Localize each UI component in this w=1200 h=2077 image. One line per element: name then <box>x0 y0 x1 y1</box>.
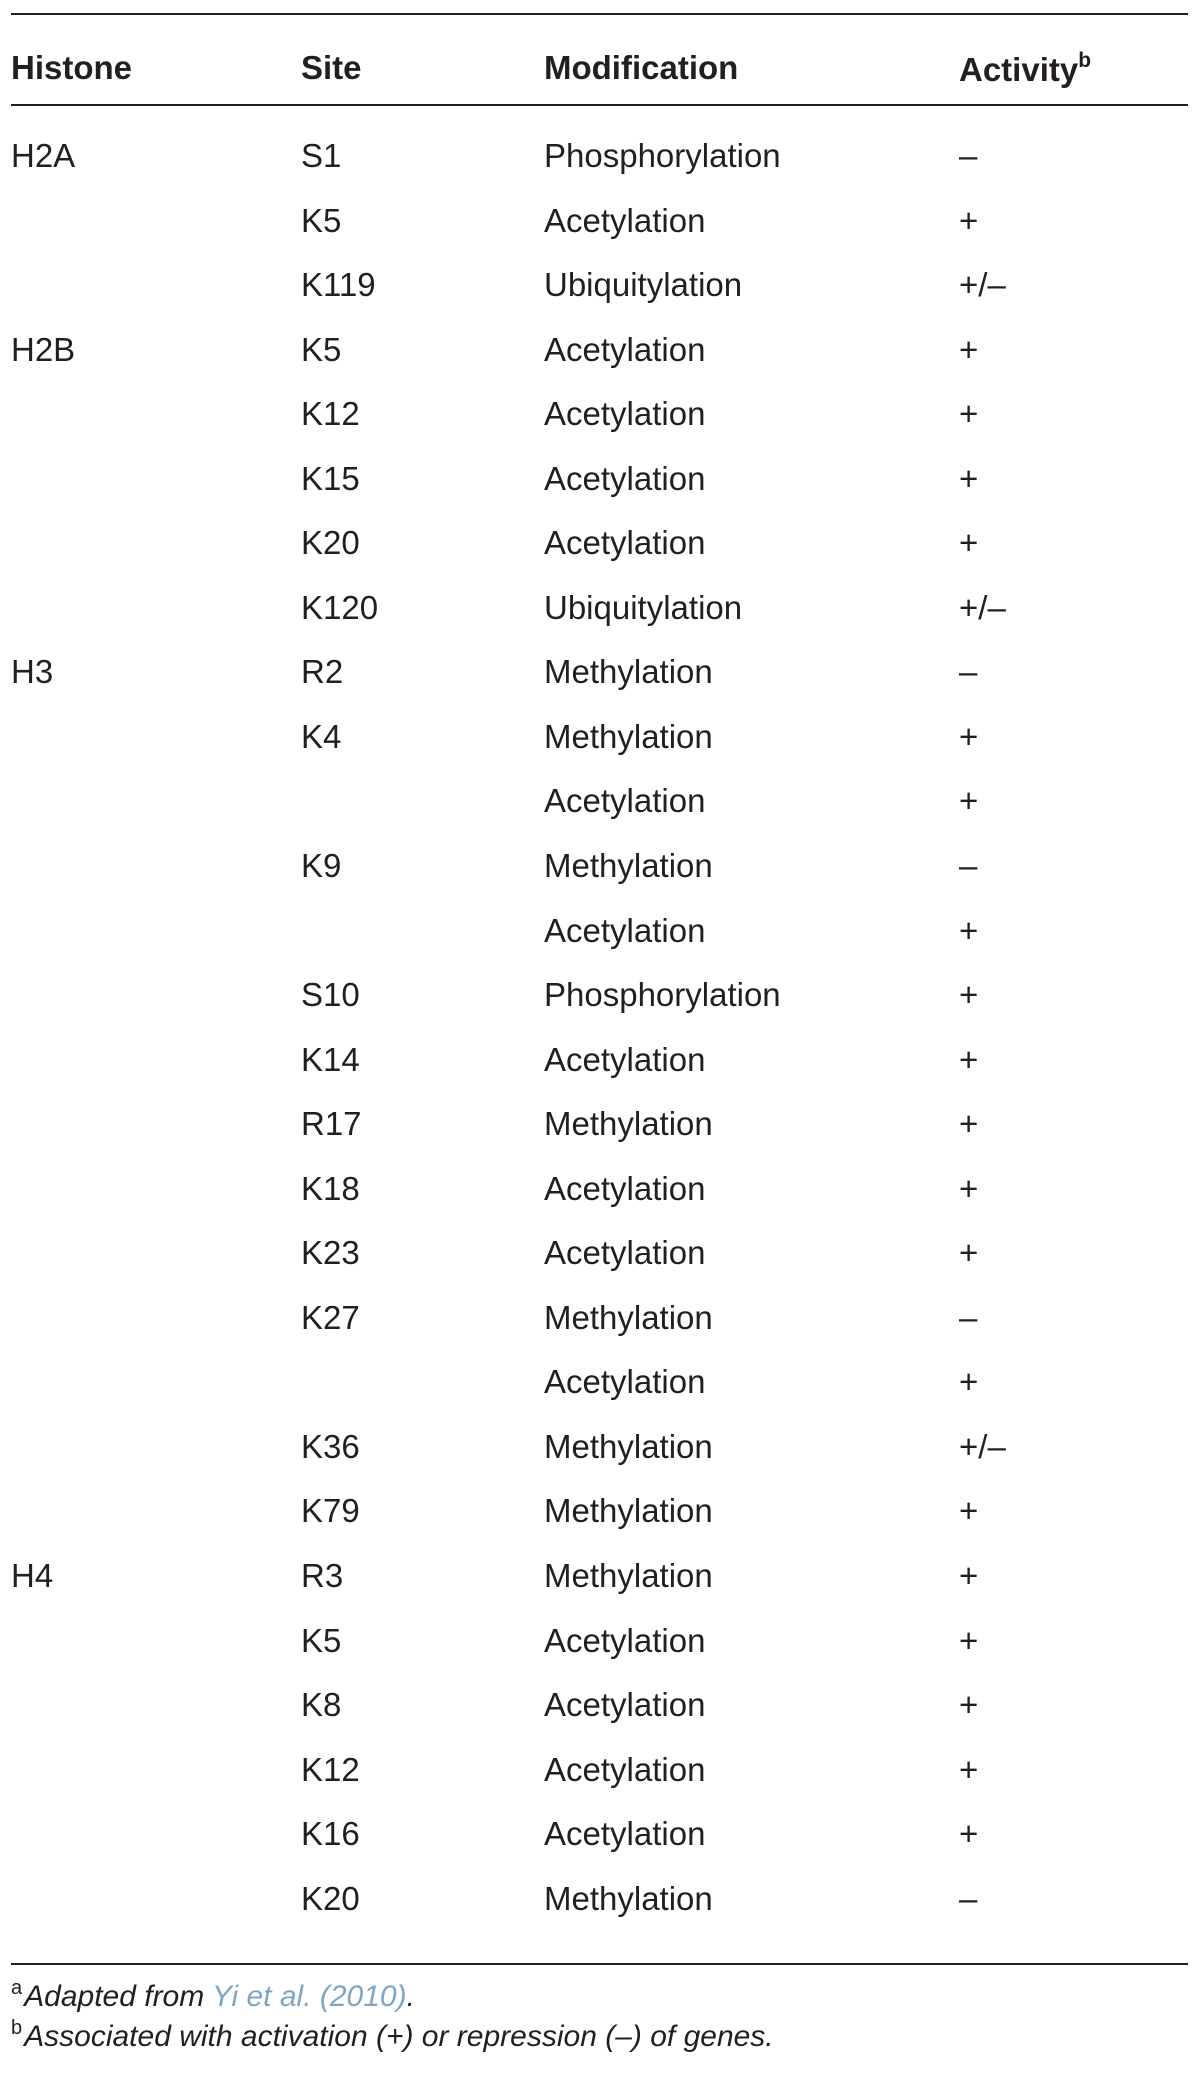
cell-site: K120 <box>301 588 379 626</box>
cell-site: K20 <box>301 1879 360 1917</box>
table-row <box>11 901 1188 966</box>
cell-activity: + <box>959 1686 979 1724</box>
cell-site: R17 <box>301 1105 362 1143</box>
cell-activity: – <box>959 653 978 691</box>
cell-site: R3 <box>301 1557 344 1595</box>
cell-site: K23 <box>301 1234 360 1272</box>
cell-modification: Methylation <box>544 1492 713 1530</box>
header-activity-label: Activity <box>959 51 1079 88</box>
cell-site: K8 <box>301 1686 342 1724</box>
cell-modification: Ubiquitylation <box>544 266 743 304</box>
cell-site: S10 <box>301 976 360 1014</box>
footnote-b <box>11 2017 774 2054</box>
cell-activity: + <box>959 1621 979 1659</box>
table-row <box>11 191 1188 256</box>
table-row <box>11 1417 1188 1482</box>
table-row <box>11 578 1188 643</box>
footnote-b-text: Associated with activation (+) or repression (–) of genes. <box>24 2020 774 2053</box>
cell-histone: H2B <box>11 330 76 368</box>
cell-modification: Acetylation <box>544 1750 706 1788</box>
cell-activity: +/– <box>959 588 1006 626</box>
table-row <box>11 384 1188 449</box>
cell-modification: Acetylation <box>544 330 706 368</box>
cell-site: K27 <box>301 1298 360 1336</box>
cell-site: K16 <box>301 1815 360 1853</box>
cell-activity: + <box>959 459 979 497</box>
cell-modification: Methylation <box>544 653 713 691</box>
cell-activity: + <box>959 330 979 368</box>
cell-site: K5 <box>301 330 342 368</box>
cell-site: K4 <box>301 717 342 755</box>
cell-site: K36 <box>301 1427 360 1465</box>
cell-site: K14 <box>301 1040 360 1078</box>
cell-site: K5 <box>301 201 342 239</box>
cell-site: K15 <box>301 459 360 497</box>
footnote-a-mark: a <box>11 1977 23 1999</box>
cell-modification: Phosphorylation <box>544 976 781 1014</box>
table-row <box>11 1481 1188 1546</box>
cell-modification: Acetylation <box>544 782 706 820</box>
header-activity-footnote-mark: b <box>1078 49 1092 72</box>
table-body <box>11 106 1188 1963</box>
cell-modification: Acetylation <box>544 524 706 562</box>
table-row <box>11 513 1188 578</box>
cell-histone: H2A <box>11 137 76 174</box>
cell-site: K9 <box>301 847 342 885</box>
cell-activity: + <box>959 782 979 820</box>
table-row <box>11 1740 1188 1805</box>
table-row <box>11 1546 1188 1611</box>
header-modification: Modification <box>544 49 739 86</box>
cell-modification: Methylation <box>544 1105 713 1143</box>
cell-activity: + <box>959 1815 979 1853</box>
cell-modification: Acetylation <box>544 1169 706 1207</box>
cell-activity: + <box>959 201 979 239</box>
bottom-rule <box>11 1963 1188 1965</box>
cell-activity: + <box>959 1234 979 1272</box>
cell-site: K12 <box>301 1750 360 1788</box>
cell-modification: Acetylation <box>544 911 706 949</box>
table-row <box>11 1869 1188 1934</box>
cell-modification: Acetylation <box>544 1234 706 1272</box>
cell-modification: Acetylation <box>544 1040 706 1078</box>
table-row <box>11 449 1188 514</box>
cell-activity: + <box>959 1040 979 1078</box>
cell-histone: H3 <box>11 653 54 691</box>
reference-link[interactable]: Yi et al. (2010) <box>212 1980 407 2013</box>
footnote-a-text: Adapted from <box>24 1980 213 2013</box>
cell-modification: Ubiquitylation <box>544 588 743 626</box>
cell-activity: + <box>959 1750 979 1788</box>
cell-modification: Acetylation <box>544 201 706 239</box>
table-row <box>11 771 1188 836</box>
cell-site: K18 <box>301 1169 360 1207</box>
table-row <box>11 126 1188 191</box>
cell-modification: Methylation <box>544 847 713 885</box>
cell-activity: + <box>959 717 979 755</box>
cell-activity: – <box>959 137 978 174</box>
cell-site: K119 <box>301 266 376 304</box>
table-row <box>11 1288 1188 1353</box>
cell-histone: H4 <box>11 1557 54 1595</box>
cell-site: S1 <box>301 137 342 174</box>
table-row <box>11 1159 1188 1224</box>
cell-activity: +/– <box>959 266 1006 304</box>
cell-activity: + <box>959 395 979 433</box>
cell-modification: Acetylation <box>544 1363 706 1401</box>
cell-modification: Phosphorylation <box>544 137 781 174</box>
cell-modification: Methylation <box>544 1427 713 1465</box>
cell-activity: + <box>959 1169 979 1207</box>
footnote-a-end: . <box>406 1980 415 2013</box>
table-row <box>11 1804 1188 1869</box>
table-row <box>11 1030 1188 1095</box>
cell-modification: Acetylation <box>544 1686 706 1724</box>
cell-site: K79 <box>301 1492 360 1530</box>
cell-activity: + <box>959 976 979 1014</box>
cell-activity: + <box>959 1557 979 1595</box>
cell-modification: Methylation <box>544 717 713 755</box>
cell-modification: Methylation <box>544 1298 713 1336</box>
table-row <box>11 1611 1188 1676</box>
cell-site: R2 <box>301 653 344 691</box>
table-row <box>11 965 1188 1030</box>
cell-modification: Acetylation <box>544 395 706 433</box>
table-row <box>11 1094 1188 1159</box>
cell-activity: +/– <box>959 1427 1006 1465</box>
table-row <box>11 255 1188 320</box>
footnote-a <box>11 1977 415 2014</box>
table-row <box>11 320 1188 385</box>
cell-activity: + <box>959 1492 979 1530</box>
cell-site: K20 <box>301 524 360 562</box>
cell-activity: – <box>959 1879 978 1917</box>
table-row <box>11 642 1188 707</box>
table-row <box>11 1352 1188 1417</box>
header-activity <box>959 49 1091 89</box>
header-site: Site <box>301 49 362 86</box>
histone-modification-table <box>11 0 1188 2053</box>
cell-activity: – <box>959 847 978 885</box>
cell-activity: + <box>959 1105 979 1143</box>
cell-modification: Methylation <box>544 1557 713 1595</box>
cell-activity: + <box>959 524 979 562</box>
footnote-b-mark: b <box>11 2017 23 2039</box>
table-row <box>11 836 1188 901</box>
table-row <box>11 1675 1188 1740</box>
cell-activity: + <box>959 911 979 949</box>
cell-modification: Acetylation <box>544 1621 706 1659</box>
cell-modification: Acetylation <box>544 459 706 497</box>
table-row <box>11 1223 1188 1288</box>
cell-site: K5 <box>301 1621 342 1659</box>
cell-modification: Acetylation <box>544 1815 706 1853</box>
table-header <box>11 15 1188 104</box>
table-row <box>11 707 1188 772</box>
cell-site: K12 <box>301 395 360 433</box>
header-histone: Histone <box>11 49 133 86</box>
cell-activity: + <box>959 1363 979 1401</box>
cell-modification: Methylation <box>544 1879 713 1917</box>
cell-activity: – <box>959 1298 978 1336</box>
